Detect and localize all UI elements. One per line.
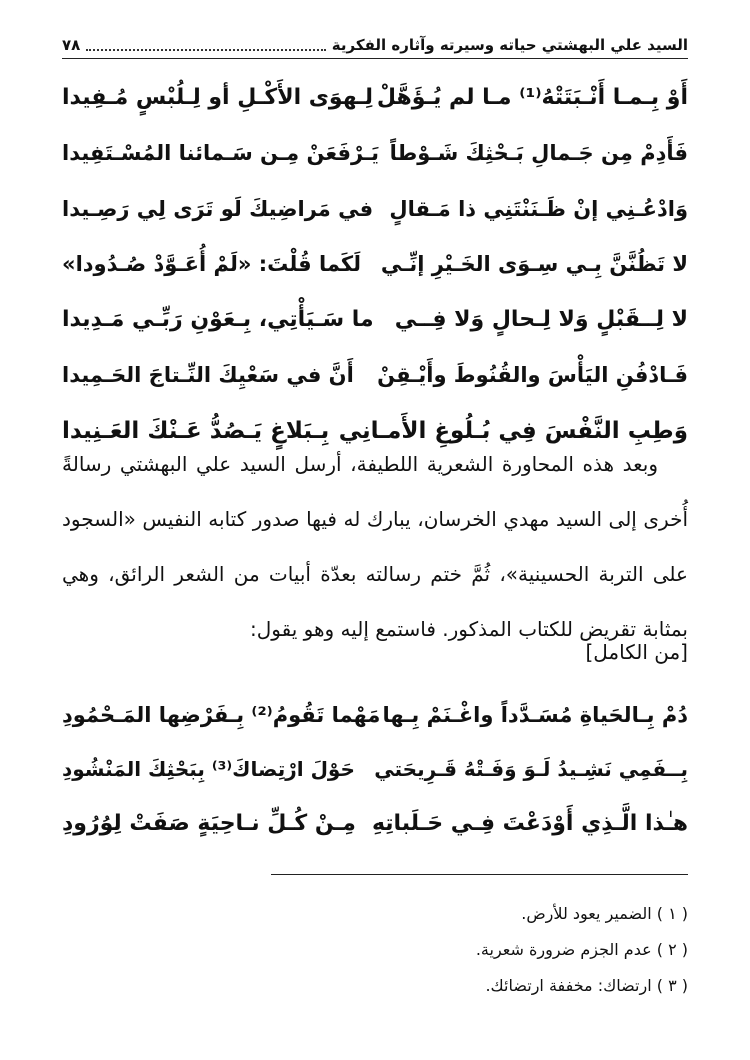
hemistich-second: مَهْما تَقُومُ⁽²⁾ بِـفَرْضِها المَـحْمُودِ [62,703,381,727]
footnote: ( ١ ) الضمير يعود للأرض. [521,904,688,923]
page-number: ٧٨ [62,36,81,54]
footnote-divider [271,874,688,875]
poetic-meter-label: [من الكامل] [585,640,688,664]
hemistich-first: أَوْ بِـمـا أَنْـبَتَتْهُ⁽¹⁾ مـا لم يُـؤَهَّلْ [376,85,688,111]
hemistich-first: لا لِــقَبْلٍ وَلا لِـحالٍ وَلا فِــي [394,307,688,333]
verse-line [62,348,688,404]
body-paragraph [62,437,688,657]
running-header [62,34,688,56]
hemistich-second: أَنَّ في سَعْيِكَ النِّـتاجَ الحَـمِيدا [62,363,354,388]
verse-line [62,796,688,850]
hemistich-second: ما سَـيَأْتِي، بِـعَوْنِ رَبِّـي مَـدِيدا [62,307,374,333]
hemistich-second: بِـبَلاغٍ يَـصُدُّ عَـنْكَ العَـنِيدا [62,417,330,444]
verse-line [62,126,688,182]
verse-line [62,292,688,348]
verse-line [62,181,688,237]
header-divider [62,58,688,59]
poem-block-2 [62,688,688,850]
hemistich-second: يَـرْفَعَنْ مِـن سَـمائنا المُسْـتَفِيدا [62,141,380,166]
verse-line [62,742,688,796]
hemistich-first: بِــفَمِي نَشِـيدُ لَـوَ وَفَـتْهُ قَـرِيحَتي [374,757,688,781]
hemistich-second: في مَراضِيكَ لَو تَرَى لِي رَصِـيدا [62,196,374,221]
hemistich-first: وَطِبِ النَّفْسَ فِي بُـلُوغِ الأَمـانِي [338,417,688,444]
footnote: ( ٣ ) ارتضاك: مخففة ارتضائك. [485,976,688,995]
poem-block-1 [62,70,688,459]
hemistich-second: مِـنْ كُـلِّ نـاحِيَةٍ صَفَتْ لِوُرُودِ [62,810,356,836]
verse-line [62,70,688,126]
hemistich-first: دُمْ بِـالحَياةِ مُسَـدَّداً واغْـنَمْ بِـها [382,703,688,727]
hemistich-second: لِـهوَى الأَكْـلِ أو لِـلُبْسٍ مُـفِيدا [62,85,374,111]
hemistich-first: هـٰذا الَّـذِي أَوْدَعْتَ فِـي حَـلَباتِهِ [371,810,688,836]
verse-line [62,237,688,293]
hemistich-first: فَأَدِمْ مِن جَـمالِ بَـحْثِكَ شَـوْطاً [389,141,688,166]
hemistich-second: حَوْلَ ارْتِضاكَ⁽³⁾ بِبَحْثِكَ المَنْشُودِ [62,757,355,781]
header-dot-leader [86,39,325,51]
hemistich-first: لا تَظُنَّنَّ بِـي سِـوَى الخَـيْرِ إنِّـي [380,252,688,277]
paragraph-text: وبعد هذه المحاورة الشعرية اللطيفة، أرسل السيد علي البهشتي رسالةً أُخرى إلى السيد مهدي الخرسان، يبارك له فيها صدور كتابه النفيس «السجود على التربة الحسينية»، ثُمَّ ختم رسالته بعدّة أبيات من الشعر الرائق، وهي بمثابة تقريض للكتاب المذكور. فاستمع إليه وهو يقول: [62,452,688,641]
hemistich-second: لَكَما قُلْتَ: «لَمْ أُعَـوَّدْ صُـدُودا» [62,252,362,277]
footnotes [62,896,688,1004]
verse-line [62,688,688,742]
hemistich-first: وَادْعُـنِي إنْ ظَـنَنْتَنِي ذا مَـقالٍ [389,196,688,221]
running-title: السيد علي البهشتي حياته وسيرته وآثاره الفكرية [331,36,688,54]
footnote: ( ٢ ) عدم الجزم ضرورة شعرية. [475,940,688,959]
hemistich-first: فَـادْفُنِ اليَأْسَ والقُنُوطَ وأَيْـقِنْ [377,363,688,388]
